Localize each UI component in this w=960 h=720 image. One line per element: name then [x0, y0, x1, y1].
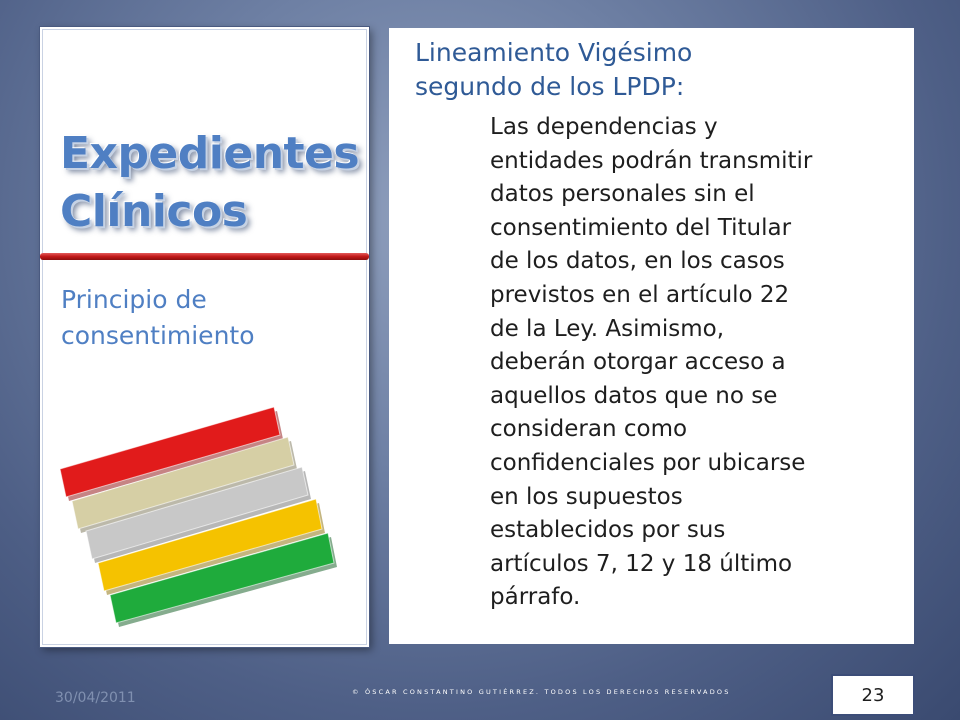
slide-subtitle-line-2: consentimiento [61, 321, 255, 350]
page-number: 23 [861, 684, 885, 706]
body-line: entidades podrán transmitir [490, 147, 813, 174]
content-heading-line-2: segundo de los LPDP: [415, 72, 685, 101]
body-line: deberán otorgar acceso a [490, 349, 786, 376]
slide-title-line-2: Clínicos [60, 186, 248, 237]
body-line: confidenciales por ubicarse [490, 449, 806, 476]
content-panel [389, 28, 914, 644]
page-number-box [831, 674, 915, 716]
content-heading-line-1: Lineamiento Vigésimo [415, 38, 693, 67]
content-body [490, 111, 910, 615]
color-stripes-graphic [48, 377, 348, 637]
body-line: aquellos datos que no se [490, 382, 778, 409]
title-divider [40, 253, 369, 260]
body-line: consentimiento del Titular [490, 214, 792, 241]
body-line: de la Ley. Asimismo, [490, 315, 725, 342]
footer-copyright: © ÓSCAR CONSTANTINO GUTIÉRREZ. TODOS LOS DERECHOS RESERVADOS [352, 688, 731, 696]
body-line: previstos en el artículo 22 [490, 281, 790, 308]
body-line: Las dependencias y [490, 114, 718, 140]
body-line: párrafo. [490, 584, 581, 611]
slide-subtitle-line-1: Principio de [61, 285, 207, 314]
body-line: consideran como [490, 416, 688, 443]
content-heading [415, 36, 895, 104]
title-panel [40, 27, 369, 647]
footer-date: 30/04/2011 [55, 690, 136, 706]
body-line: en los supuestos [490, 483, 683, 510]
body-line: de los datos, en los casos [490, 248, 785, 275]
slide-subtitle [61, 282, 361, 354]
body-line: artículos 7, 12 y 18 último [490, 550, 793, 577]
body-line: establecidos por sus [490, 517, 726, 544]
slide-title-line-1: Expedientes [60, 128, 360, 179]
body-line: datos personales sin el [490, 181, 755, 208]
slide-title [60, 125, 365, 241]
